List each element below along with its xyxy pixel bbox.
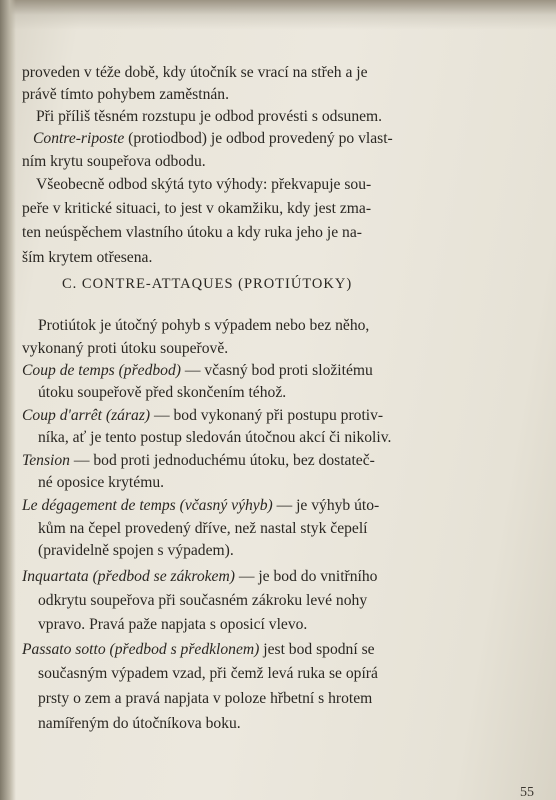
text-line: ším krytem otřesena.	[22, 249, 153, 266]
term: Coup de temps (předbod)	[22, 362, 181, 379]
book-gutter	[0, 0, 16, 800]
text-line: Contre-riposte (protiodbod) je odbod provedený po vlast-	[33, 130, 393, 147]
text-line: odkrytu soupeřova při současném zákroku levé nohy	[38, 592, 368, 609]
text-line: níka, ať je tento postup sledován útočnou akcí či nikoliv.	[38, 429, 392, 446]
text-line: právě tímto pohybem zaměstnán.	[22, 86, 229, 103]
text-line: ten neúspěchem vlastního útoku a kdy ruka jeho je na-	[22, 224, 362, 241]
term: Passato sotto (předbod s předklonem)	[22, 641, 260, 658]
text-line: Coup d'arrêt (záraz) — bod vykonaný při postupu protiv-	[22, 407, 384, 424]
term: Inquartata (předbod se zákrokem)	[22, 568, 235, 585]
text-line: vykonaný proti útoku soupeřově.	[22, 340, 229, 357]
term: Contre-riposte	[33, 130, 125, 147]
text-line: proveden v téže době, kdy útočník se vrací na střeh a je	[22, 64, 368, 81]
text-line: prsty o zem a pravá napjata v poloze hřbetní s hrotem	[38, 690, 373, 707]
text-line: Passato sotto (předbod s předklonem) jest bod spodní se	[22, 641, 375, 658]
term: Coup d'arrêt (záraz)	[22, 407, 151, 424]
text-line: vpravo. Pravá paže napjata s oposicí vlevo.	[38, 616, 308, 633]
text-line: Protiútok je útočný pohyb s výpadem nebo bez něho,	[38, 317, 370, 334]
text-line: Le dégagement de temps (včasný výhyb) — je výhyb úto-	[22, 497, 380, 514]
page-number: 55	[520, 785, 534, 800]
text-line: Všeobecně odbod skýtá tyto výhody: překvapuje sou-	[36, 176, 372, 193]
text-line: útoku soupeřově před skončením téhož.	[38, 384, 287, 401]
text-line: kům na čepel provedený dříve, než nastal styk čepelí	[38, 520, 368, 537]
text-line: né oposice krytému.	[38, 474, 165, 491]
text-line: Coup de temps (předbod) — včasný bod proti složitému	[22, 362, 373, 379]
text-line: Inquartata (předbod se zákrokem) — je bod do vnitřního	[22, 568, 378, 585]
text-line: namířeným do útočníkova boku.	[38, 715, 241, 732]
text-line: ním krytu soupeřova odbodu.	[22, 153, 206, 170]
text-line: peře v kritické situaci, to jest v okamžiku, kdy jest zma-	[22, 200, 372, 217]
text-line: Při příliš těsném rozstupu je odbod provésti s odsunem.	[36, 108, 383, 125]
section-heading: C. CONTRE-ATTAQUES (PROTIÚTOKY)	[62, 276, 353, 292]
term: Tension	[22, 452, 70, 469]
text-line: současným výpadem vzad, při čemž levá ruka se opírá	[38, 665, 378, 682]
page-top-shadow	[0, 0, 556, 30]
term: Le dégagement de temps (včasný výhyb)	[22, 497, 273, 514]
text-line: Tension — bod proti jednoduchému útoku, bez dostateč-	[22, 452, 375, 469]
text-line: (pravidelně spojen s výpadem).	[38, 542, 234, 559]
